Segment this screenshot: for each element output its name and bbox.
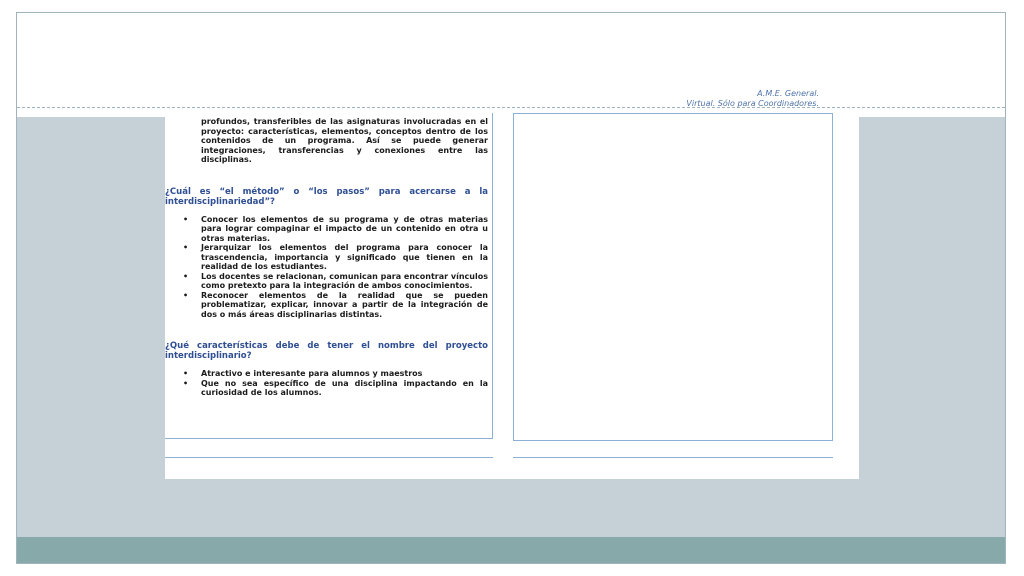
bullet-icon: •: [183, 369, 189, 378]
list-item-text: Jerarquizar los elementos del programa para conocer la trascendencia, importancia y significado que tienen en la realidad de los estudiantes.: [201, 243, 488, 271]
right-footer-rule: [513, 457, 833, 458]
slide-top-area: [17, 13, 1005, 108]
list-item: [183, 378, 488, 398]
list-item: [183, 243, 488, 272]
right-empty-box: [513, 113, 833, 441]
slide-footer-bar: [17, 537, 1005, 564]
intro-paragraph: profundos, transferibles de las asignaturas involucradas en el proyecto: características, elementos, conceptos dentro de los contenidos de un programa. Así se puede generar integraciones, transferencias y conexiones entre las disciplinas.: [201, 117, 488, 164]
document-header: [686, 89, 819, 109]
header-divider: [17, 107, 1005, 108]
list-item: [183, 271, 488, 291]
list-item: [183, 369, 488, 379]
slide-frame: [16, 12, 1006, 564]
header-line-2: Virtual. Sólo para Coordinadores.: [686, 99, 819, 108]
header-line-1: A.M.E. General.: [757, 89, 819, 98]
bullet-icon: •: [183, 378, 189, 388]
list-item-text: Los docentes se relacionan, comunican para encontrar vínculos como pretexto para la integración de ambos conocimientos.: [201, 271, 488, 290]
list-item-text: Reconocer elementos de la realidad que se pueden problematizar, explicar, innovar a partir de la integración de dos o más áreas disciplinarias distintas.: [201, 290, 488, 319]
left-text-column: [165, 113, 493, 439]
section-question-name: ¿Qué características debe de tener el nombre del proyecto interdisciplinario?: [165, 341, 488, 361]
name-characteristics-list: [165, 369, 488, 398]
list-item-text: Que no sea específico de una disciplina impactando en la curiosidad de los alumnos.: [201, 378, 488, 397]
left-footer-rule: [165, 457, 493, 458]
bullet-icon: •: [183, 290, 189, 300]
method-steps-list: [165, 215, 488, 320]
list-item-text: Conocer los elementos de su programa y de otras materias para lograr compaginar el impacto de un contenido en otra u otras materias.: [201, 214, 488, 243]
bullet-icon: •: [183, 243, 189, 252]
bullet-icon: •: [183, 214, 189, 224]
section-question-method: ¿Cuál es “el método” o “los pasos” para acercarse a la interdisciplinariedad”?: [165, 186, 488, 207]
list-item-text: Atractivo e interesante para alumnos y maestros: [201, 369, 423, 378]
list-item: [183, 214, 488, 244]
bullet-icon: •: [183, 271, 189, 281]
list-item: [183, 290, 488, 320]
document-page: [165, 113, 859, 479]
